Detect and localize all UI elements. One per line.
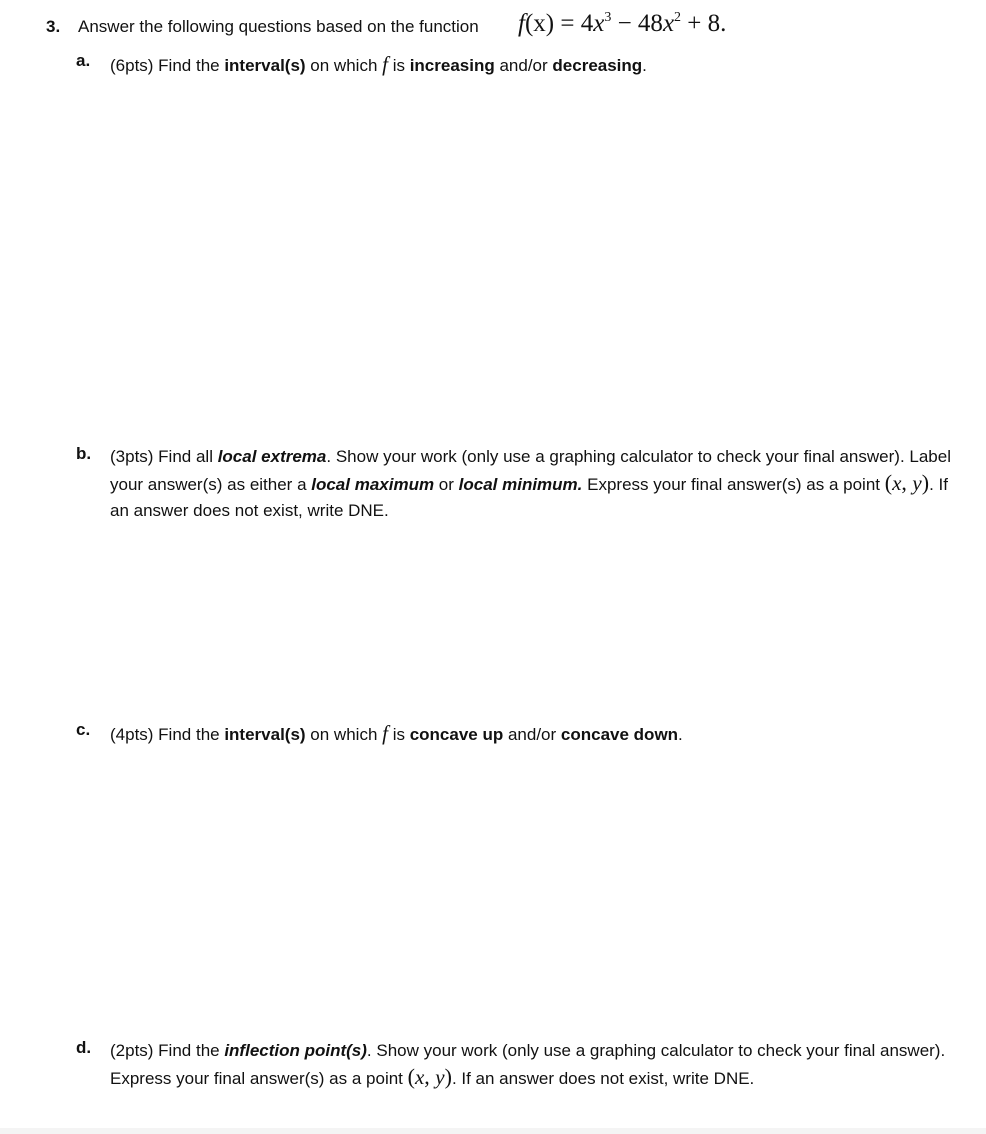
part-a-prompt	[110, 51, 968, 79]
part-a-bold-increasing: increasing	[409, 56, 495, 75]
part-b-letter: b.	[76, 444, 92, 463]
part-b-point-y: y	[912, 471, 922, 495]
part-c-function-symbol: f	[382, 721, 388, 745]
part-d-point-x: x	[414, 1065, 425, 1089]
part-b-text-3: or	[434, 475, 459, 494]
part-a-letter: a.	[76, 51, 91, 70]
question-intro: Answer the following questions based on the function	[78, 17, 479, 36]
function-middle-term: − 48	[611, 10, 663, 37]
part-c-text-5: .	[678, 725, 683, 744]
page-bottom-edge	[0, 1128, 986, 1134]
function-variable-2: x	[662, 10, 675, 37]
part-b-point-close: )	[921, 470, 930, 495]
part-a-text-2: on which	[305, 56, 383, 75]
part-a-bold-intervals: interval(s)	[224, 56, 306, 75]
part-b-point-open: (	[884, 470, 893, 495]
function-formula	[518, 10, 726, 38]
part-d-bold-inflection-points: inflection point(s)	[224, 1041, 367, 1060]
part-a-text-3: is	[387, 56, 410, 75]
function-exponent-2: 2	[674, 10, 682, 25]
part-c-bold-intervals: interval(s)	[224, 725, 306, 744]
question-number: 3.	[46, 17, 61, 36]
part-b-bold-local-minimum: local minimum.	[458, 475, 583, 494]
part-b-text-1: (3pts) Find all	[110, 447, 218, 466]
part-b-bold-local-extrema: local extrema	[217, 447, 327, 466]
function-exponent-1: 3	[604, 10, 612, 25]
part-b-text-2: . Show your work (only use a graphing calculator to check your final answer). Label your answer(s) as either a	[110, 447, 951, 494]
part-d-prompt	[110, 1038, 968, 1092]
part-c-prompt	[110, 720, 968, 748]
part-d-point-open: (	[407, 1064, 415, 1089]
part-a-bold-decreasing: decreasing	[552, 56, 643, 75]
part-b-point-notation	[885, 470, 929, 495]
question-header	[46, 10, 966, 40]
part-c-text-1: (4pts) Find the	[110, 725, 225, 744]
part-a-function-symbol: f	[382, 52, 388, 76]
part-b-point-x: x	[892, 471, 902, 495]
part-c-bold-concave-up: concave up	[409, 725, 504, 744]
part-a-text-4: and/or	[494, 56, 553, 75]
part-b-text-4: Express your final answer(s) as a point	[582, 475, 885, 494]
part-b-bold-local-maximum: local maximum	[311, 475, 435, 494]
function-argument: (x)	[524, 10, 555, 37]
part-b-prompt	[110, 444, 968, 524]
part-d-point-close: )	[444, 1064, 452, 1089]
part-c-text-2: on which	[305, 725, 383, 744]
function-equals: = 4	[554, 10, 594, 37]
part-b-text-5: . If an answer does not exist, write DNE.	[110, 475, 948, 520]
part-d-point-y: y	[435, 1065, 445, 1089]
part-d-text-1: (2pts) Find the	[110, 1041, 225, 1060]
part-c-bold-concave-down: concave down	[560, 725, 679, 744]
part-c-text-4: and/or	[503, 725, 561, 744]
part-d-point-comma: ,	[424, 1064, 436, 1089]
function-name: f	[518, 10, 525, 37]
part-c-text-3: is	[387, 725, 410, 744]
part-d-text-3: . If an answer does not exist, write DNE.	[451, 1069, 755, 1088]
part-c-letter: c.	[76, 720, 91, 739]
part-d-point-notation	[408, 1064, 452, 1089]
function-variable-1: x	[593, 10, 605, 37]
part-a-text-5: .	[642, 56, 647, 75]
part-d-text-2: . Show your work (only use a graphing calculator to check your final answer). Express your final answer(s) as a point	[110, 1041, 946, 1088]
part-d-letter: d.	[76, 1038, 92, 1057]
function-constant: + 8.	[681, 10, 727, 37]
part-a-text-1: (6pts) Find the	[110, 56, 225, 75]
part-b-point-comma: ,	[901, 470, 913, 495]
